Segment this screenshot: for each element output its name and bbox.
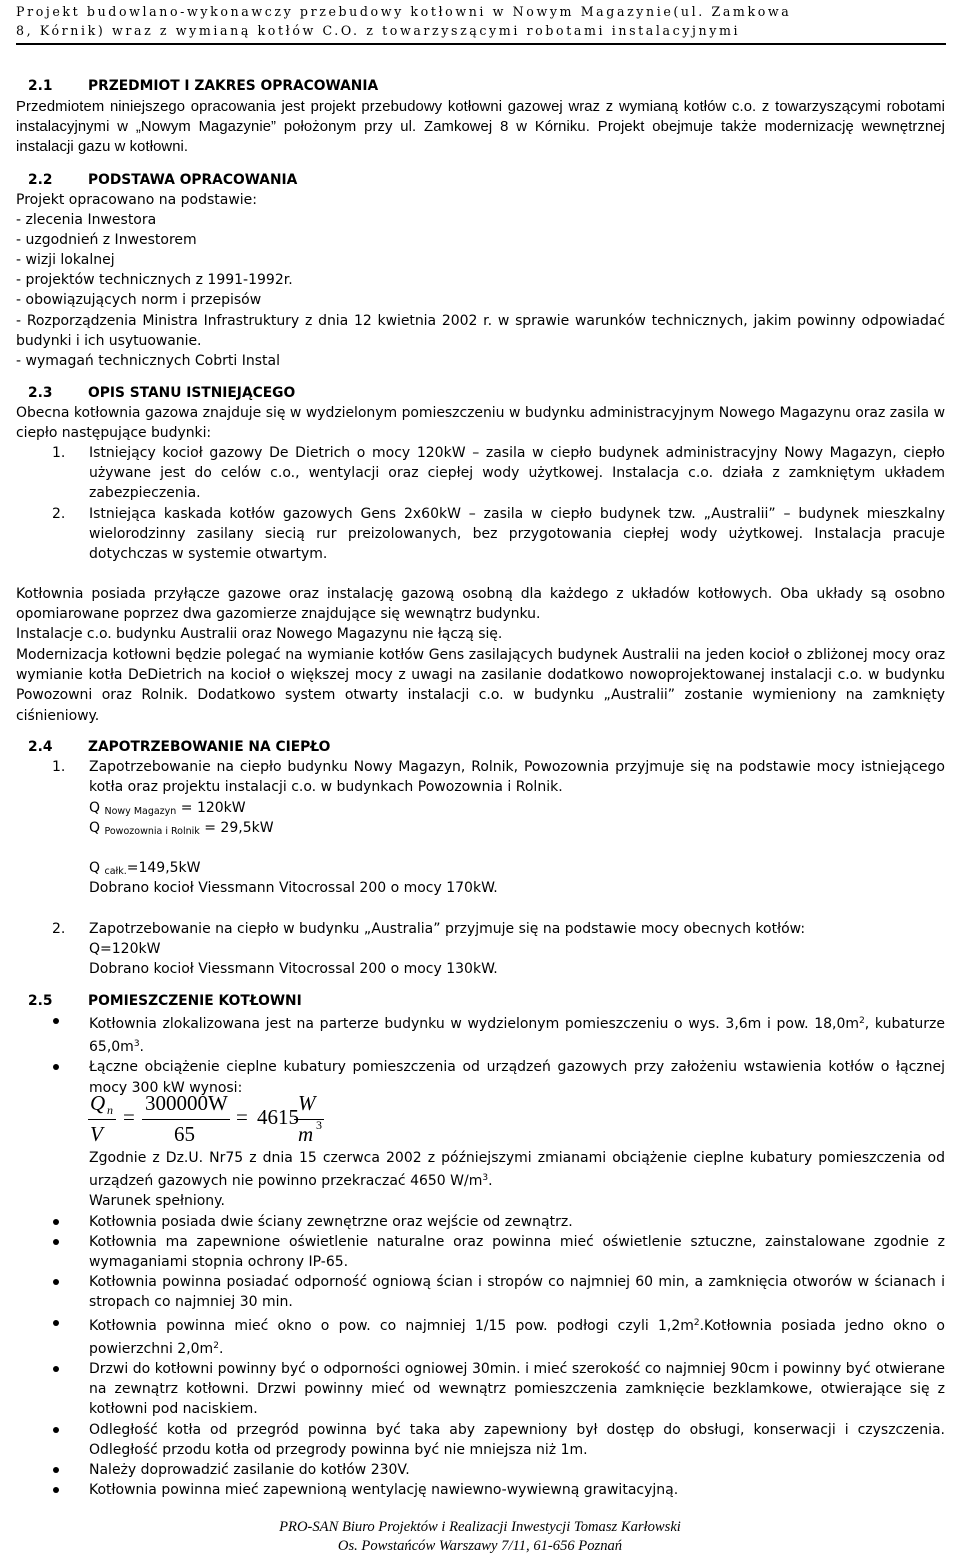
boiler-selection-2: Dobrano kocioł Viessmann Vitocrossal 200 o mocy 130kW. <box>89 961 498 977</box>
section-number: 2.1 <box>28 78 53 94</box>
list-item: Kotłownia zlokalizowana jest na parterze budynku w wydzielonym pomieszczeniu o wys. 3,6m i pow. $18,0m^2$, kubaturze $65,0m^3$. <box>16 1011 945 1057</box>
q-symbol: Q <box>89 820 101 836</box>
section-2-4-heading <box>28 737 330 757</box>
formula-denominator: 65 <box>174 1122 195 1146</box>
formula-unit-exponent: 3 <box>316 1118 322 1132</box>
header-line-1: Projekt budowlano-wykonawczy przebudowy kotłowni w Nowym Magazynie(ul. Zamkowa <box>16 4 792 19</box>
section-number: 2.4 <box>28 739 53 755</box>
q-subscript: Powozownia i Rolnik <box>104 826 200 837</box>
section-2-5-heading <box>28 991 302 1011</box>
section-title: ZAPOTRZEBOWANIE NA CIEPŁO <box>88 739 331 755</box>
list-item: Kotłownia powinna mieć okno o pow. co najmniej 1/15 pow. podłogi czyli $1,2m^2.Kotłownia$ posiada jedno okno o powierzchni $2,0m^2$. <box>16 1313 945 1359</box>
q-symbol: Q <box>89 860 101 876</box>
basis-line: - uzgodnień z Inwestorem <box>16 232 197 248</box>
q-subscript: całk. <box>104 866 127 877</box>
boiler-room-list-a <box>16 1011 945 1098</box>
basis-line: - zlecenia Inwestora <box>16 212 157 228</box>
list-item <box>16 443 945 504</box>
heat-demand-item-2 <box>16 919 945 939</box>
section-title: POMIESZCZENIE KOTŁOWNI <box>88 993 302 1009</box>
section-2-3-intro: Obecna kotłownia gazowa znajduje się w wydzielonym pomieszczeniu w budynku administracyjnym Nowego Magazynu oraz zasila w ciepło następujące budynki: <box>16 405 945 442</box>
basis-line: Projekt opracowano na podstawie: <box>16 192 258 208</box>
fraction-bar <box>142 1119 230 1120</box>
formula-q-subscript: n <box>107 1103 113 1117</box>
list-item: Kotłownia powinna mieć zapewnioną wentylację nawiewno-wywiewną grawitacyjną. <box>16 1480 945 1500</box>
item-text: Zapotrzebowanie na ciepło budynku Nowy Magazyn, Rolnik, Powozownia przyjmuje się na podstawie mocy istniejącego kotła oraz projektu instalacji c.o. w budynkach Powozownia i Rolnik. <box>89 759 945 796</box>
list-item <box>16 504 945 565</box>
list-item: Kotłownia powinna posiadać odporność ogniową ścian i stropów co najmniej 60 min, a zamknięcia otworów w ścianach i stropach co najmniej 30 min. <box>16 1272 945 1312</box>
modernization-paragraph: Modernizacja kotłowni będzie polegać na wymianie kotłów Gens zasilających budynek Australii na jeden kocioł o zbliżonej mocy oraz wymianie kotła DeDietrich na kocioł o większej mocy z uwagi na zasilanie dodatkowo nowoprojektowanej instalacji c.o. w budynku Powozowni oraz Rolnik. Dodatkowo system otwarty instalacji c.o. w budynku „Australii” zostanie wymieniony na zamknięty ciśnieniowy. <box>16 647 945 724</box>
basis-line: - wymagań technicznych Cobrti Instal <box>16 353 280 369</box>
heat-load-formula <box>88 1090 328 1150</box>
q-powozownia-rolnik <box>89 818 274 842</box>
list-item: Należy doprowadzić zasilanie do kotłów 230V. <box>16 1460 945 1480</box>
formula-result: 4615 <box>257 1105 299 1129</box>
formula-numerator: 300000W <box>145 1091 228 1115</box>
section-number: 2.3 <box>28 385 53 401</box>
footer-address: Os. Powstańców Warszawy 7/11, 61-656 Poznań <box>337 1538 623 1554</box>
item-number: 1. <box>52 759 66 775</box>
section-2-1-heading <box>28 76 378 96</box>
heat-demand-item-1 <box>16 757 945 797</box>
q-symbol: Q <box>89 800 101 816</box>
list-item: Kotłownia ma zapewnione oświetlenie naturalne oraz powinna mieć oświetlenie sztuczne, zainstalowane zgodnie z wymaganiami stopnia ochrony IP-65. <box>16 1232 945 1272</box>
formula-v: V <box>90 1122 103 1146</box>
q-subscript: Nowy Magazyn <box>104 806 177 817</box>
section-2-1-text: Przedmiotem niniejszego opracowania jest projekt przebudowy kotłowni gazowej wraz z wymianą kotłów c.o. z towarzyszącymi robotami instalacyjnymi w „Nowym Magazynie” położonym przy ul. Zamkowej 8 w Kórniku. Projekt obejmuje także modernizację wewnętrznej instalacji gazu w kotłowni. <box>16 99 945 156</box>
list-item <box>16 757 945 797</box>
section-2-2-heading <box>28 170 297 190</box>
section-title: PODSTAWA OPRACOWANIA <box>88 172 298 188</box>
running-header <box>16 2 946 40</box>
item-number: 1. <box>52 445 66 461</box>
footer-company: PRO-SAN Biuro Projektów i Realizacji Inwestycji Tomasz Karłowski <box>279 1519 681 1535</box>
formula-equals: = <box>236 1105 248 1129</box>
list-item: Odległość kotła od przegród powinna być taka aby zapewniony był dostęp do obsługi, konserwacji i czyszczenia. Odległość przodu kotła od przegrody powinna być nie mniejsza niż 1m. <box>16 1420 945 1460</box>
separation-paragraph: Instalacje c.o. budynku Australii oraz Nowego Magazynu nie łączą się. <box>16 626 503 642</box>
basis-line: - projektów technicznych z 1991-1992r. <box>16 272 293 288</box>
list-item: Kotłownia posiada dwie ściany zewnętrzne oraz wejście od zewnątrz. <box>16 1212 945 1232</box>
regulation-line: - Rozporządzenia Ministra Infrastruktury z dnia 12 kwietnia 2002 r. w sprawie warunków technicznych, jakim powinny odpowiadać budynki i ich usytuowanie. <box>16 313 945 350</box>
formula-unit-denominator: m <box>298 1122 314 1146</box>
section-number: 2.5 <box>28 993 53 1009</box>
basis-line: - wizji lokalnej <box>16 252 115 268</box>
section-2-3-heading <box>28 383 295 403</box>
item-number: 2. <box>52 505 66 522</box>
q-value: = 120kW <box>180 800 246 816</box>
item-text: Istniejący kocioł gazowy De Dietrich o mocy 120kW – zasila w ciepło budynek administracyjny Nowy Magazyn, ciepło używane jest do celów c.o., wentylacji oraz ciepłej wody użytkowej. Instalacja c.o. działa z zamkniętym układem zabezpieczenia. <box>89 445 945 502</box>
section-number: 2.2 <box>28 172 53 188</box>
item-text: Zapotrzebowanie na ciepło w budynku „Australia” przyjmuje się na podstawie mocy obecnych kotłów: <box>89 921 806 937</box>
formula-unit-numerator: W <box>298 1091 316 1115</box>
formula-q: Q <box>90 1091 106 1115</box>
header-divider <box>16 43 946 45</box>
list-item-continuation: Warunek spełniony. <box>89 1193 225 1210</box>
q-value: = 29,5kW <box>204 820 274 836</box>
existing-state-list <box>16 443 945 564</box>
list-item: Drzwi do kotłowni powinny być o odporności ogniowej 30min. i mieć szerokość co najmniej 90cm i powinny być otwierane na zewnątrz kotłowni. Drzwi powinny mieć od wewnątrz pomieszczenia zamknięcie bezklamkowe, otwierające się z kotłowni pod naciskiem. <box>16 1359 945 1420</box>
item-text: Istniejąca kaskada kotłów gazowych Gens 2x60kW – zasila w ciepło budynek tzw. „Australii” – budynek mieszkalny wielorodzinny zasilany siecią rur preizolowanych, bez przygotowania ciepłej wody użytkowej. Instalacja pracuje dotychczas w systemie otwartym. <box>89 505 945 563</box>
list-item: Łączne obciążenie cieplne kubatury pomieszczenia od urządzeń gazowych przy założeniu wstawienia kotłów o łącznej mocy 300 kW wynosi: <box>16 1057 945 1097</box>
boiler-room-list-b <box>16 1148 945 1500</box>
header-line-2: 8, Kórnik) wraz z wymianą kotłów C.O. z towarzyszącymi robotami instalacyjnymi <box>16 23 741 38</box>
q-australia: Q=120kW <box>89 941 161 957</box>
list-item <box>16 919 945 939</box>
connection-paragraph: Kotłownia posiada przyłącze gazowe oraz instalację gazową osobną dla każdego z układów kotłowych. Oba układy są osobno opomiarowane poprzez dwa gazomierze znajdujące się wewnątrz budynku. <box>16 586 945 623</box>
fraction-bar <box>88 1119 116 1120</box>
q-value: =149,5kW <box>126 860 201 876</box>
basis-line: - obowiązujących norm i przepisów <box>16 292 262 308</box>
boiler-selection-1: Dobrano kocioł Viessmann Vitocrossal 200 o mocy 170kW. <box>89 880 498 896</box>
list-item-continuation: Zgodnie z Dz.U. Nr75 z dnia 15 czerwca 2002 z późniejszymi zmianami obciążenie cieplne kubatury pomieszczenia od urządzeń gazowych nie powinno przekraczać 4650 $W/m^3$. <box>89 1150 945 1190</box>
section-title: PRZEDMIOT I ZAKRES OPRACOWANIA <box>88 78 379 94</box>
section-title: OPIS STANU ISTNIEJĄCEGO <box>88 385 296 401</box>
formula-equals: = <box>123 1105 135 1129</box>
item-number: 2. <box>52 921 66 937</box>
